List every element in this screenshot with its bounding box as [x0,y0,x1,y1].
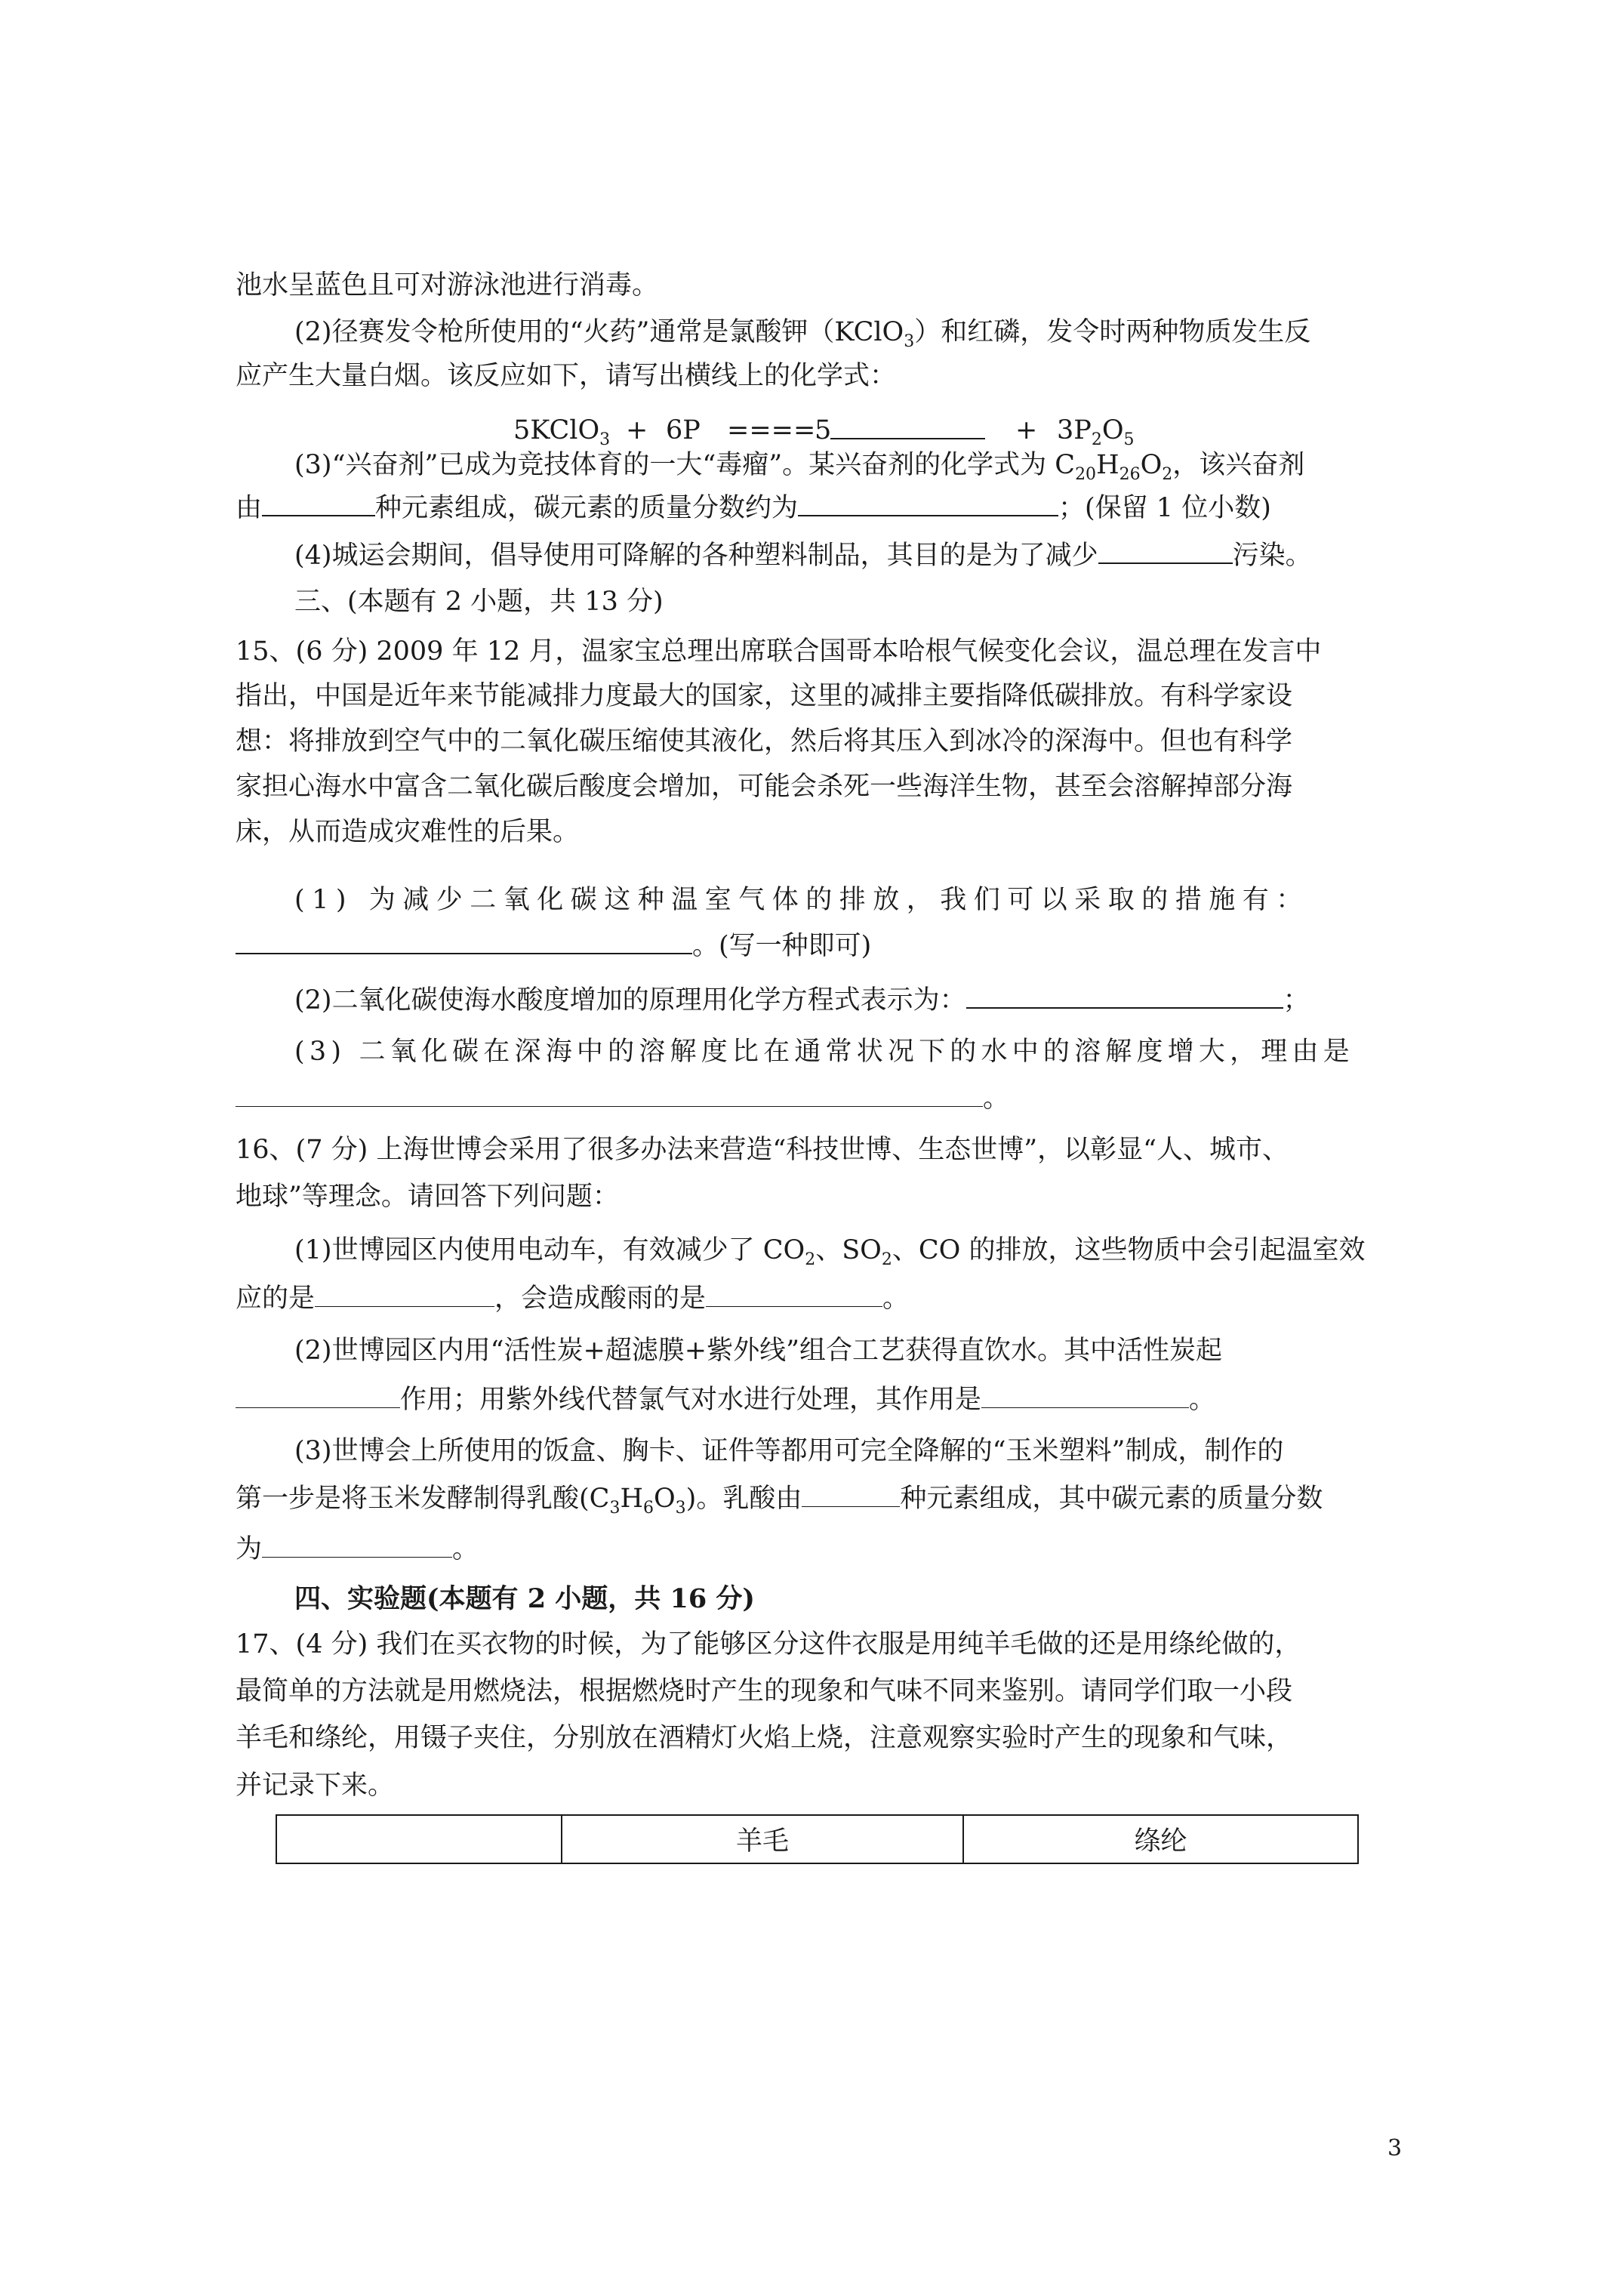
answer-blank[interactable] [262,492,375,516]
answer-blank[interactable] [236,1083,983,1107]
question-16-1-text: (1)世博园区内使用电动车，有效减少了 $CO_2$、$SO_2$、CO 的排放，这些物质中会引起温室效 [294,1235,1366,1269]
text-line: 池水呈蓝色且可对游泳池进行消毒。 [236,270,659,300]
answer-blank[interactable] [706,1284,882,1307]
question-15-text: 15、(6 分) 2009 年 12 月，温家宝总理出席联合国哥本哈根气候变化会议，温总理在发言中 [236,636,1322,667]
question-15-3-text: 。 [236,1083,1009,1114]
observation-table [276,1814,1359,1864]
question-17-text: 羊毛和绦纶，用镊子夹住，分别放在酒精灯火焰上烧，注意观察实验时产生的现象和气味， [236,1723,1293,1753]
answer-blank[interactable] [966,985,1283,1009]
question-15-1-text: (1) 为减少二氧化碳这种温室气体的排放，我们可以采取的措施有： [294,885,1310,915]
question-14-3-text: (3)“兴奋剂”已成为竞技体育的一大“毒瘤”。某兴奋剂的化学式为 $C_{20}H_{26}O_2$，该兴奋剂 [294,450,1305,484]
question-16-1-text: 应的是 ，会造成酸雨的是 。 [236,1284,910,1314]
question-14-2-text: 应产生大量白烟。该反应如下，请写出横线上的化学式： [236,361,897,391]
table-header-wool: 羊毛 [562,1815,963,1863]
question-16-2-text: 作用；用紫外线代替氯气对水进行处理，其作用是 。 [236,1385,1215,1415]
question-15-3-text: (3) 二氧化碳在深海中的溶解度比在通常状况下的水中的溶解度增大，理由是 [294,1037,1354,1067]
question-14-2-text: (2)径赛发令枪所使用的“火药”通常是氯酸钾（KClO$_3$）和红磷，发令时两种物质发生反 [294,317,1311,351]
answer-blank[interactable] [830,415,985,439]
table-header-polyester: 绦纶 [963,1815,1358,1863]
question-17-text: 并记录下来。 [236,1771,395,1801]
answer-blank[interactable] [236,1385,400,1408]
question-14-3-text: 由 种元素组成，碳元素的质量分数约为 ；(保留 1 位小数) [236,493,1271,523]
answer-blank[interactable] [798,492,1058,516]
page-number: 3 [1387,2135,1403,2162]
question-16-3-text: (3)世博会上所使用的饭盒、胸卡、证件等都用可完全降解的“玉米塑料”制成，制作的 [294,1436,1284,1466]
section-3-heading: 三、(本题有 2 小题，共 13 分) [294,587,664,617]
answer-blank[interactable] [1098,540,1233,564]
question-16-text: 地球”等理念。请回答下列问题： [236,1182,619,1212]
question-17-text: 17、(4 分) 我们在买衣物的时候，为了能够区分这件衣服是用纯羊毛做的还是用绦纶做的， [236,1629,1301,1660]
section-4-heading: 四、实验题(本题有 2 小题，共 16 分) [294,1583,755,1614]
table-cell-empty[interactable] [276,1815,562,1863]
answer-blank[interactable] [315,1284,494,1307]
answer-blank[interactable] [981,1385,1189,1408]
answer-blank[interactable] [236,930,692,954]
answer-blank[interactable] [802,1484,900,1507]
question-14-4-text: (4)城运会期间，倡导使用可降解的各种塑料制品，其目的是为了减少 污染。 [294,541,1312,571]
question-15-text: 家担心海水中富含二氧化碳后酸度会增加，可能会杀死一些海洋生物，甚至会溶解掉部分海 [236,772,1293,802]
question-16-text: 16、(7 分) 上海世博会采用了很多办法来营造“科技世博、生态世博”，以彰显“人、城市、 [236,1135,1289,1165]
question-17-text: 最简单的方法就是用燃烧法，根据燃烧时产生的现象和气味不同来鉴别。请同学们取一小段 [236,1676,1293,1706]
answer-blank[interactable] [262,1534,452,1558]
question-15-text: 想：将排放到空气中的二氧化碳压缩使其液化，然后将其压入到冰冷的深海中。但也有科学 [236,726,1293,757]
question-15-text: 指出，中国是近年来节能减排力度最大的国家，这里的减排主要指降低碳排放。有科学家设 [236,681,1293,711]
question-16-3-text: 第一步是将玉米发酵制得乳酸$(C_3H_6O_3)$。乳酸由 种元素组成，其中碳元素的质量分数 [236,1484,1323,1518]
question-16-2-text: (2)世博园区内用“活性炭+超滤膜+紫外线”组合工艺获得直饮水。其中活性炭起 [294,1336,1223,1366]
question-16-3-text: 为 。 [236,1534,479,1564]
question-15-text: 床，从而造成灾难性的后果。 [236,817,580,847]
table-row [276,1815,1358,1863]
question-15-1-text: 。(写一种即可) [236,930,871,961]
question-15-2-text: (2)二氧化碳使海水酸度增加的原理用化学方程式表示为： ； [294,985,1310,1015]
